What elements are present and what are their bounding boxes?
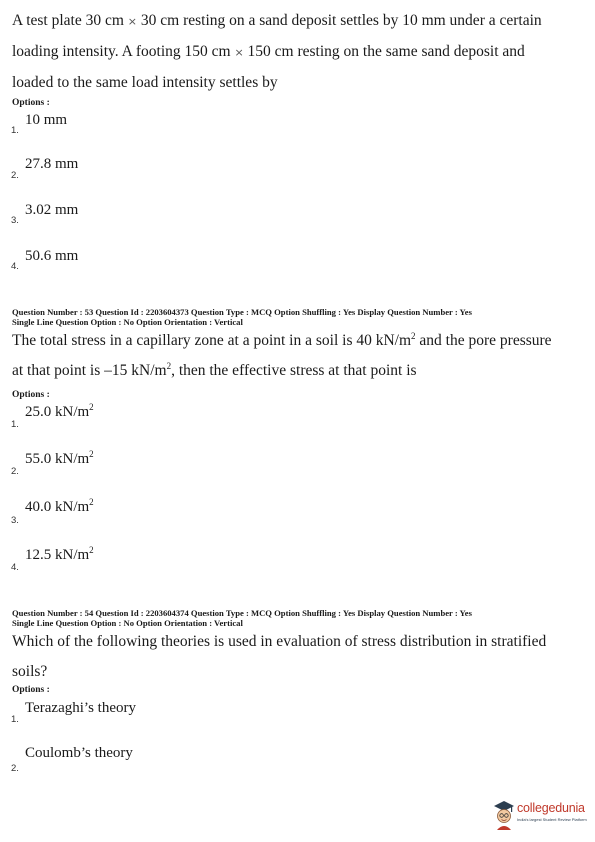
option-text[interactable]: 12.5 $kN/m^2$ xyxy=(25,545,94,563)
option-number: 1. xyxy=(11,714,19,725)
option-text[interactable]: 55.0 $kN/m^2$ xyxy=(25,449,94,467)
question-line: loaded to the same load intensity settles by xyxy=(12,74,278,91)
option-number: 1. xyxy=(11,125,19,136)
option-number: 2. xyxy=(11,170,19,181)
option-text[interactable]: 27.8 mm xyxy=(25,156,79,172)
option-text[interactable]: 3.02 mm xyxy=(25,202,79,218)
question-line: Which of the following theories is used in evaluation of stress distribution in stratified xyxy=(12,633,547,650)
question-line: at that point is –15 $kN/m^2$, then the effective stress at that point is xyxy=(12,361,417,379)
question-line: loading intensity. A footing 150 cm × 150 cm resting on the same sand deposit and xyxy=(12,43,525,60)
question-text xyxy=(12,627,582,687)
option-text[interactable]: Terazaghi’s theory xyxy=(25,700,136,716)
question-text xyxy=(12,326,582,386)
option-text[interactable]: 50.6 mm xyxy=(25,248,79,264)
brand-name: collegedunia xyxy=(517,801,585,815)
option-number: 3. xyxy=(11,515,19,526)
question-line: The total stress in a capillary zone at a point in a soil is 40 $kN/m^2$ and the pore pressure xyxy=(12,331,552,349)
option-number: 2. xyxy=(11,763,19,774)
option-number: 1. xyxy=(11,419,19,430)
option-number: 4. xyxy=(11,562,19,573)
option-text[interactable]: Coulomb’s theory xyxy=(25,745,133,761)
option-number: 3. xyxy=(11,215,19,226)
student-mascot-icon xyxy=(493,800,515,830)
question-meta: Question Number : 54 Question Id : 2203604374 Question Type : MCQ Option Shuffling : Yes Display Question Number : Yes Single Line Question Option : No Option Orientation : Vertical xyxy=(12,608,472,628)
option-number: 2. xyxy=(11,466,19,477)
question-text xyxy=(12,6,582,98)
option-text[interactable]: 10 mm xyxy=(25,112,68,128)
question-line: soils? xyxy=(12,663,48,680)
options-label: Options : xyxy=(12,390,50,400)
collegedunia-logo xyxy=(493,797,591,837)
options-label: Options : xyxy=(12,685,50,695)
brand-tagline: India's largest Student Review Platform xyxy=(517,817,587,822)
option-text[interactable]: 40.0 $kN/m^2$ xyxy=(25,497,94,515)
option-text[interactable]: 25.0 $kN/m^2$ xyxy=(25,402,94,420)
question-line: A test plate 30 cm × 30 cm resting on a sand deposit settles by 10 mm under a certain xyxy=(12,12,542,29)
options-label: Options : xyxy=(12,98,50,108)
question-meta: Question Number : 53 Question Id : 2203604373 Question Type : MCQ Option Shuffling : Yes Display Question Number : Yes Single Line Question Option : No Option Orientation : Vertical xyxy=(12,307,472,327)
option-number: 4. xyxy=(11,261,19,272)
